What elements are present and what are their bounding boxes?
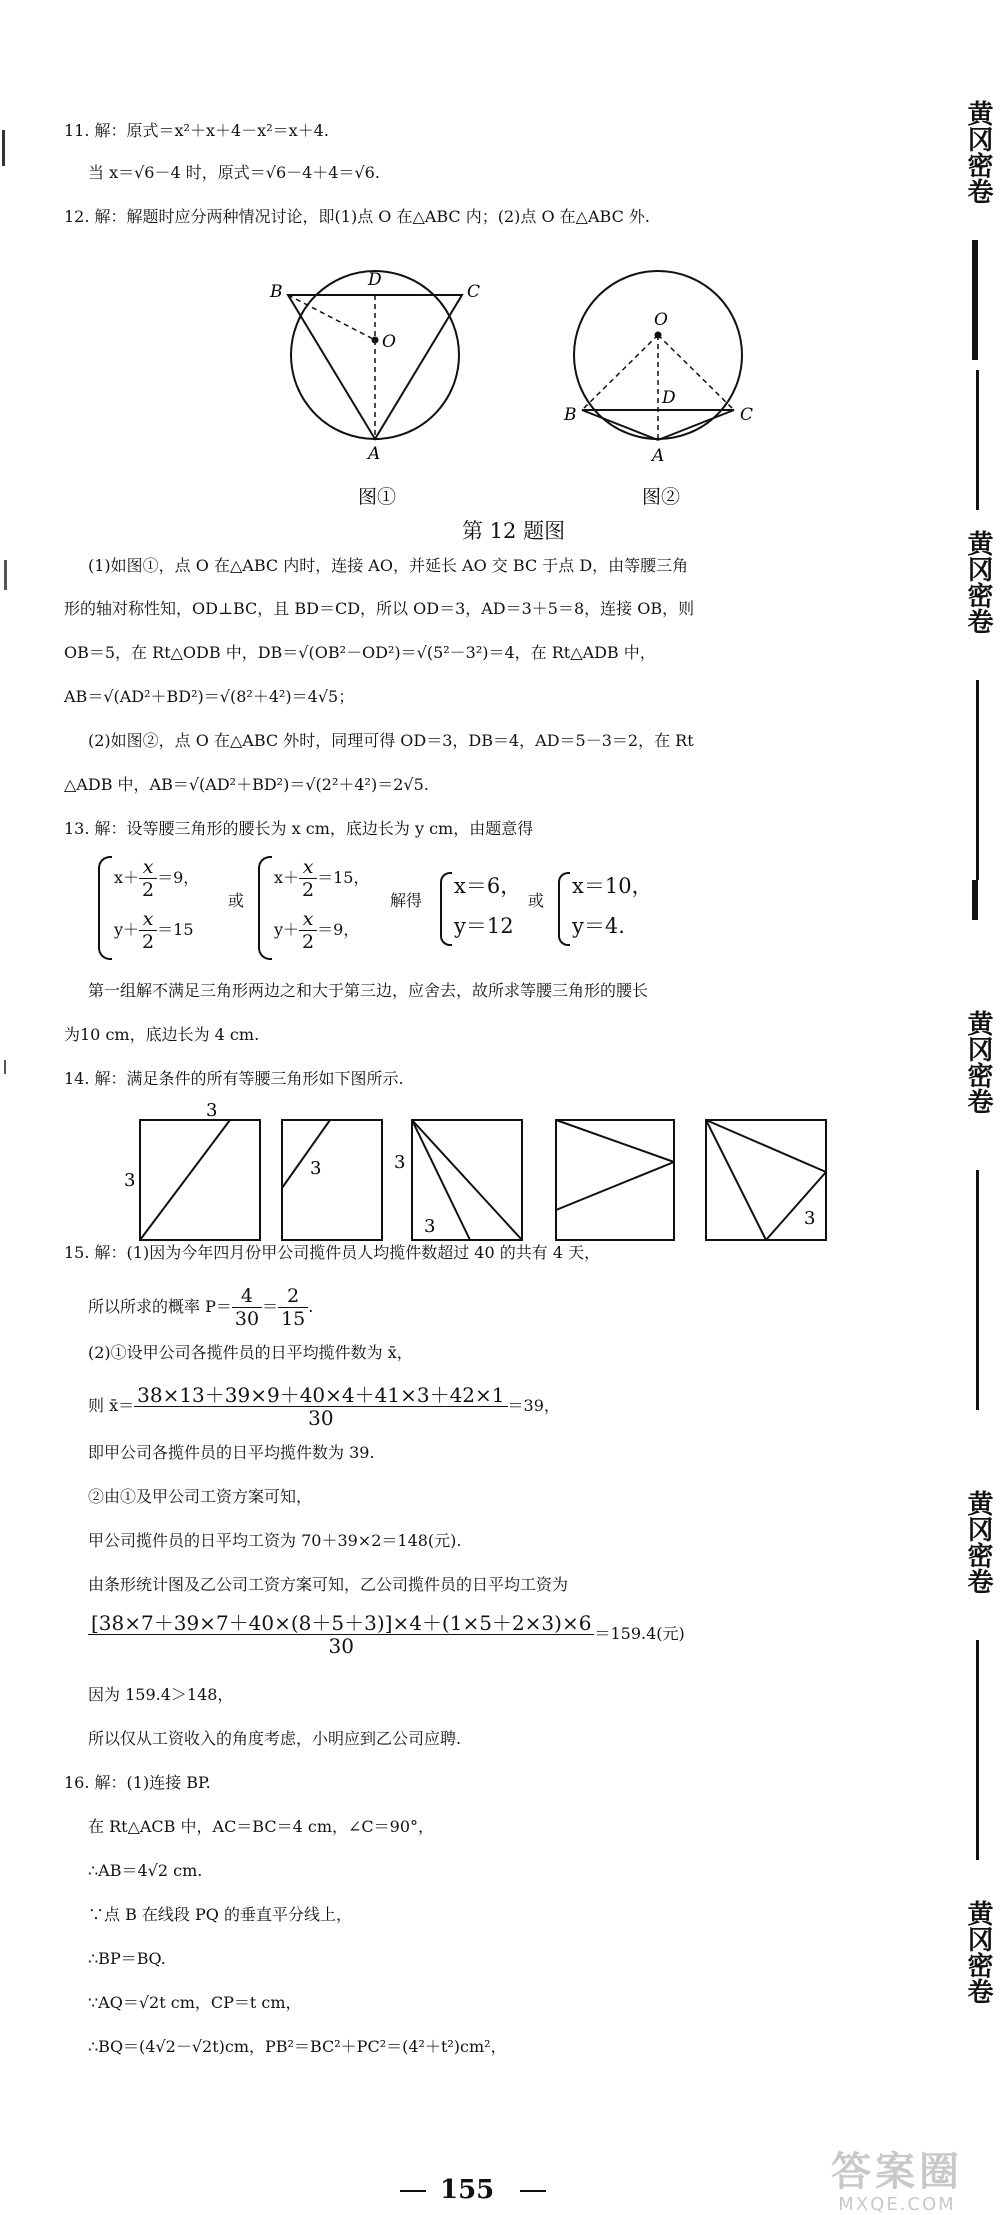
or-text: 或 (528, 891, 545, 910)
q12-figures (260, 255, 780, 545)
q15-line6: ②由①及甲公司工资方案可知， (88, 1487, 313, 1506)
label-3: 3 (124, 1170, 136, 1191)
figure-1 (269, 270, 480, 508)
page-number-dash-right (520, 2190, 546, 2192)
q13-line3: 第一组解不满足三角形两边之和大于第三边，应舍去，故所求等腰三角形的腰长 (88, 981, 649, 1000)
label-B: B (564, 405, 577, 425)
q15-line8: 由条形统计图及乙公司工资方案可知，乙公司揽件员的日平均工资为 (88, 1575, 569, 1594)
q12-para1: (1)如图①，点 O 在△ABC 内时，连接 AO，并延长 AO 交 BC 于点 D，由等腰三角 (88, 556, 689, 575)
q16-line6: ∵AQ＝√2t cm，CP＝t cm， (88, 1993, 302, 2012)
label-O: O (382, 332, 396, 352)
q12-para3: OB＝5，在 Rt△ODB 中，DB＝√(OB²－OD²)＝√(5²－3²)＝4，在 Rt△ADB 中， (64, 643, 656, 662)
q12-para6: △ADB 中，AB＝√(AD²＋BD²)＝√(2²＋4²)＝2√5. (64, 775, 429, 794)
label-C: C (467, 282, 481, 302)
system2-eq2: y＋ $\frac{x}{2}$ ＝9， (274, 908, 360, 953)
solution1-x: x＝6， (454, 874, 522, 898)
q13-equation-systems (98, 852, 658, 962)
sidebar-brand: 黄冈密卷 (963, 1490, 993, 1594)
label-A: A (368, 444, 381, 464)
q16-line2: 在 Rt△ACB 中，AC＝BC＝4 cm，∠C＝90°， (88, 1817, 435, 1836)
figure-2-label: 图② (642, 486, 681, 508)
q15-line11: 所以仅从工资收入的角度考虑，小明应到乙公司应聘. (88, 1729, 462, 1748)
q15-line10: 因为 159.4＞148， (88, 1685, 234, 1704)
sidebar-brand: 黄冈密卷 (963, 530, 993, 634)
page-number-dash-left (400, 2190, 426, 2192)
label-C: C (740, 405, 754, 425)
q16-line4: ∵点 B 在线段 PQ 的垂直平分线上， (88, 1905, 352, 1924)
sidebar-bar (976, 370, 979, 510)
sidebar-brand: 黄冈密卷 (963, 100, 993, 204)
q15-probability: 所以所求的概率 P＝ $\frac{4}{30}$ ＝ $\frac{2}{15}$ . (88, 1285, 314, 1330)
solution1-y: y＝12 (454, 914, 514, 938)
q14-line1: 14. 解：满足条件的所有等腰三角形如下图所示. (64, 1069, 404, 1088)
watermark-url: MXQE.COM (838, 2194, 956, 2215)
q15-wage-formula: $\frac{[38\times 7+39\times 7+40\times(8+5+3)]\times 4+(1\times 5+2\times 3)\times 6}{30}$ ＝159.4(元) (88, 1612, 685, 1657)
figure-2 (563, 271, 753, 508)
solution2-x: x＝10， (572, 874, 653, 898)
system2-eq1: x＋ $\frac{x}{2}$ ＝15， (274, 856, 370, 901)
q12-caption: 第 12 题图 (462, 519, 566, 543)
label-D: D (368, 270, 382, 290)
sidebar-bar (972, 240, 978, 360)
q15-line3: (2)①设甲公司各揽件员的日平均揽件数为 x̄， (88, 1343, 413, 1362)
sidebar-brand: 黄冈密卷 (963, 1900, 993, 2004)
q16-line3: ∴AB＝4√2 cm. (88, 1861, 203, 1880)
q15-line7: 甲公司揽件员的日平均工资为 70＋39×2＝148(元). (88, 1531, 462, 1550)
q12-para4: AB＝√(AD²＋BD²)＝√(8²＋4²)＝4√5； (64, 687, 355, 706)
q16-line1: 16. 解：(1)连接 BP. (64, 1773, 211, 1792)
page-number: 155 (440, 2175, 495, 2205)
q15-average: 则 x̄＝ $\frac{38\times 13+39\times 9+40\times 4+41\times 3+42\times 1}{30}$ ＝39， (88, 1383, 560, 1430)
label-O: O (654, 310, 668, 330)
system1-eq2: y＋ $\frac{x}{2}$ ＝15 (114, 908, 194, 953)
sidebar-brand: 黄冈密卷 (963, 1010, 993, 1114)
label-A: A (652, 446, 665, 466)
q15-line5: 即甲公司各揽件员的日平均揽件数为 39. (88, 1443, 375, 1462)
q11-line2: 当 x＝√6－4 时，原式＝√6－4＋4＝√6. (88, 163, 380, 182)
sidebar-bar (976, 1640, 979, 1860)
watermark-main: 答案圈 (831, 2149, 963, 2195)
label-3: 3 (206, 1102, 218, 1121)
sidebar-bar (976, 680, 979, 880)
sidebar-bar (972, 880, 978, 920)
label-3: 3 (310, 1158, 322, 1179)
q12-line1: 12. 解：解题时应分两种情况讨论，即(1)点 O 在△ABC 内；(2)点 O 在△ABC 外. (64, 207, 651, 226)
label-D: D (662, 388, 676, 408)
label-3: 3 (394, 1152, 406, 1173)
system1-eq1: x＋ $\frac{x}{2}$ ＝9， (114, 856, 200, 901)
watermark (822, 2150, 972, 2215)
figure-1-label: 图① (358, 486, 397, 508)
q12-para5: (2)如图②，点 O 在△ABC 外时，同理可得 OD＝3，DB＝4，AD＝5－3＝2，在 Rt (88, 731, 694, 750)
q14-squares-figure (110, 1102, 870, 1252)
q16-line7: ∴BQ＝(4√2－√2t)cm，PB²＝BC²＋PC²＝(4²＋t²)cm²， (88, 2037, 507, 2056)
q16-line5: ∴BP＝BQ. (88, 1949, 166, 1968)
q15-line1: 15. 解：(1)因为今年四月份甲公司揽件员人均揽件数超过 40 的共有 4 天， (64, 1243, 601, 1262)
sidebar-bar (976, 1170, 979, 1410)
solution2-y: y＝4. (572, 914, 625, 938)
q12-para2: 形的轴对称性知，OD⊥BC，且 BD＝CD，所以 OD＝3，AD＝3＋5＝8，连接 OB，则 (64, 599, 695, 618)
or-text: 或 (228, 891, 245, 910)
label-B: B (270, 282, 283, 302)
right-sidebar (952, 0, 1000, 2211)
solve-text: 解得 (390, 891, 423, 910)
label-3: 3 (424, 1216, 436, 1237)
q11-line1: 11. 解：原式＝x²＋x＋4－x²＝x＋4. (64, 121, 329, 140)
q13-line1: 13. 解：设等腰三角形的腰长为 x cm，底边长为 y cm，由题意得 (64, 819, 534, 838)
label-3: 3 (804, 1208, 816, 1229)
q13-line4: 为10 cm，底边长为 4 cm. (64, 1025, 260, 1044)
